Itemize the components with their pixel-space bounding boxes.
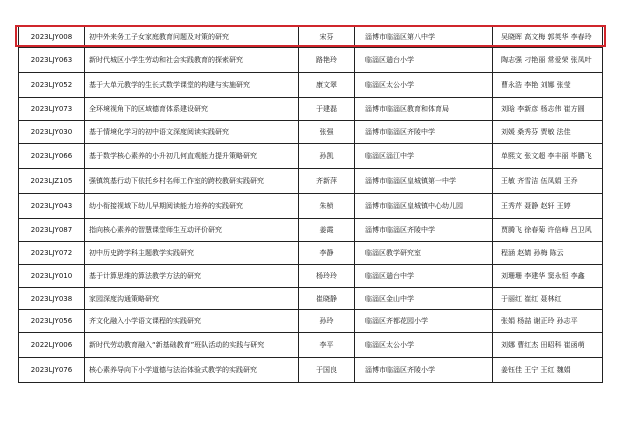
project-title-cell: 初中历史跨学科主题教学实践研究	[85, 242, 299, 265]
project-table	[18, 26, 602, 383]
project-id-cell: 2023LJY076	[19, 358, 85, 383]
project-leader-cell: 路艳玲	[299, 48, 355, 73]
table-row	[19, 242, 603, 265]
project-unit-cell: 临淄区教学研究室	[355, 242, 493, 265]
project-id-cell: 2023LJY066	[19, 144, 85, 169]
project-members-cell: 王敏 齐雪洁 伍凤娟 王乔	[493, 169, 603, 194]
project-unit-cell: 淄博市临淄区齐陵中学	[355, 121, 493, 144]
project-unit-cell: 淄博市临淄区齐陵小学	[355, 358, 493, 383]
project-leader-cell: 李平	[299, 333, 355, 358]
table-row	[19, 288, 603, 310]
project-leader-cell: 杨玲玲	[299, 265, 355, 288]
project-title-cell: 全环境视角下的区域德育体系建设研究	[85, 98, 299, 121]
project-id-cell: 2023LJY052	[19, 73, 85, 98]
project-members-cell: 程涵 赵婧 孙梅 陈云	[493, 242, 603, 265]
project-title-cell: 基于大单元教学的生长式数学课堂的构建与实施研究	[85, 73, 299, 98]
project-id-cell: 2023LJZ105	[19, 169, 85, 194]
project-id-cell: 2023LJY072	[19, 242, 85, 265]
project-members-cell: 王秀芹 聂静 赵轩 王婷	[493, 194, 603, 219]
table-row	[19, 219, 603, 242]
project-members-cell: 陶志强 刁艳丽 常爱荣 张凤叶	[493, 48, 603, 73]
project-leader-cell: 于国良	[299, 358, 355, 383]
project-id-cell: 2023LJY043	[19, 194, 85, 219]
project-unit-cell: 临淄区太公小学	[355, 73, 493, 98]
project-unit-cell: 临淄区齐都花园小学	[355, 310, 493, 333]
project-leader-cell: 姜霞	[299, 219, 355, 242]
project-unit-cell: 临淄区遄台中学	[355, 265, 493, 288]
project-id-cell: 2023LJY038	[19, 288, 85, 310]
project-leader-cell: 孙玲	[299, 310, 355, 333]
table-row	[19, 73, 603, 98]
project-title-cell: 初中外来务工子女家庭教育问题及对策的研究	[85, 27, 299, 48]
project-title-cell: 基于计算思维的算法教学方法的研究	[85, 265, 299, 288]
project-leader-cell: 张强	[299, 121, 355, 144]
project-id-cell: 2023LJY073	[19, 98, 85, 121]
project-members-cell: 张娟 杨喆 谢正玲 孙志平	[493, 310, 603, 333]
project-unit-cell: 临淄区太公小学	[355, 333, 493, 358]
project-unit-cell: 临淄区金山中学	[355, 288, 493, 310]
project-id-cell: 2023LJY030	[19, 121, 85, 144]
project-unit-cell: 淄博市临淄区皇城镇中心幼儿园	[355, 194, 493, 219]
project-unit-cell: 淄博市临淄区教育和体育局	[355, 98, 493, 121]
project-id-cell: 2023LJY087	[19, 219, 85, 242]
project-title-cell: 幼小衔接视域下幼儿早期阅读能力培养的实践研究	[85, 194, 299, 219]
project-unit-cell: 淄博市临淄区齐陵中学	[355, 219, 493, 242]
project-title-cell: 家园深度沟通策略研究	[85, 288, 299, 310]
project-unit-cell: 临淄区遄台小学	[355, 48, 493, 73]
table-row	[19, 333, 603, 358]
table-body	[19, 27, 603, 383]
project-title-cell: 齐文化融入小学语文课程的实践研究	[85, 310, 299, 333]
project-id-cell: 2023LJY008	[19, 27, 85, 48]
project-title-cell: 核心素养导向下小学道德与法治体验式教学的实践研究	[85, 358, 299, 383]
project-leader-cell: 朱桢	[299, 194, 355, 219]
project-leader-cell: 宋芬	[299, 27, 355, 48]
project-title-cell: 强镇筑基行动下依托乡村名师工作室的跨校教研实践研究	[85, 169, 299, 194]
table-row	[19, 310, 603, 333]
project-members-cell: 刘晗 李新彦 杨志伟 崔方圆	[493, 98, 603, 121]
project-members-cell: 刘媛 桑秀芬 贾敏 法佳	[493, 121, 603, 144]
project-title-cell: 指向核心素养的智慧课堂师生互动评价研究	[85, 219, 299, 242]
project-members-cell: 贾腾飞 徐春菊 许倍峰 吕卫风	[493, 219, 603, 242]
table-row	[19, 98, 603, 121]
project-id-cell: 2023LJY063	[19, 48, 85, 73]
project-members-cell: 姜钰佳 王宁 王红 魏娟	[493, 358, 603, 383]
table-row	[19, 265, 603, 288]
project-unit-cell: 临淄区淄江中学	[355, 144, 493, 169]
project-leader-cell: 康文翠	[299, 73, 355, 98]
project-unit-cell: 淄博市临淄区第八中学	[355, 27, 493, 48]
project-members-cell: 刘娜 曹红杰 田昭科 崔函萌	[493, 333, 603, 358]
project-title-cell: 基于数学核心素养的小升初几何直观能力提升策略研究	[85, 144, 299, 169]
project-members-cell: 于丽红 崔红 聂林红	[493, 288, 603, 310]
project-leader-cell: 崔晓静	[299, 288, 355, 310]
table-row	[19, 194, 603, 219]
project-leader-cell: 齐新萍	[299, 169, 355, 194]
project-title-cell: 基于情境化学习的初中语文深度阅读实践研究	[85, 121, 299, 144]
project-members-cell: 吴晓晖 高文梅 郭英华 李春玲	[493, 27, 603, 48]
project-title-cell: 新时代劳动教育融入“新基础教育”班队活动的实践与研究	[85, 333, 299, 358]
table-row	[19, 121, 603, 144]
table-row	[19, 27, 603, 48]
table-row	[19, 169, 603, 194]
project-leader-cell: 孙凯	[299, 144, 355, 169]
project-members-cell: 刘珊珊 李建华 窦永恒 李鑫	[493, 265, 603, 288]
project-id-cell: 2022LJY006	[19, 333, 85, 358]
project-title-cell: 新时代城区小学生劳动和社会实践教育的探索研究	[85, 48, 299, 73]
project-id-cell: 2023LJY056	[19, 310, 85, 333]
project-leader-cell: 李静	[299, 242, 355, 265]
table-row	[19, 144, 603, 169]
table-row	[19, 358, 603, 383]
project-id-cell: 2023LJY010	[19, 265, 85, 288]
project-leader-cell: 于建磊	[299, 98, 355, 121]
project-members-cell: 曹永浩 李艳 刘娜 张莹	[493, 73, 603, 98]
table-row	[19, 48, 603, 73]
project-unit-cell: 淄博市临淄区皇城镇第一中学	[355, 169, 493, 194]
project-members-cell: 单熙文 张文超 李丰丽 毕鹏飞	[493, 144, 603, 169]
